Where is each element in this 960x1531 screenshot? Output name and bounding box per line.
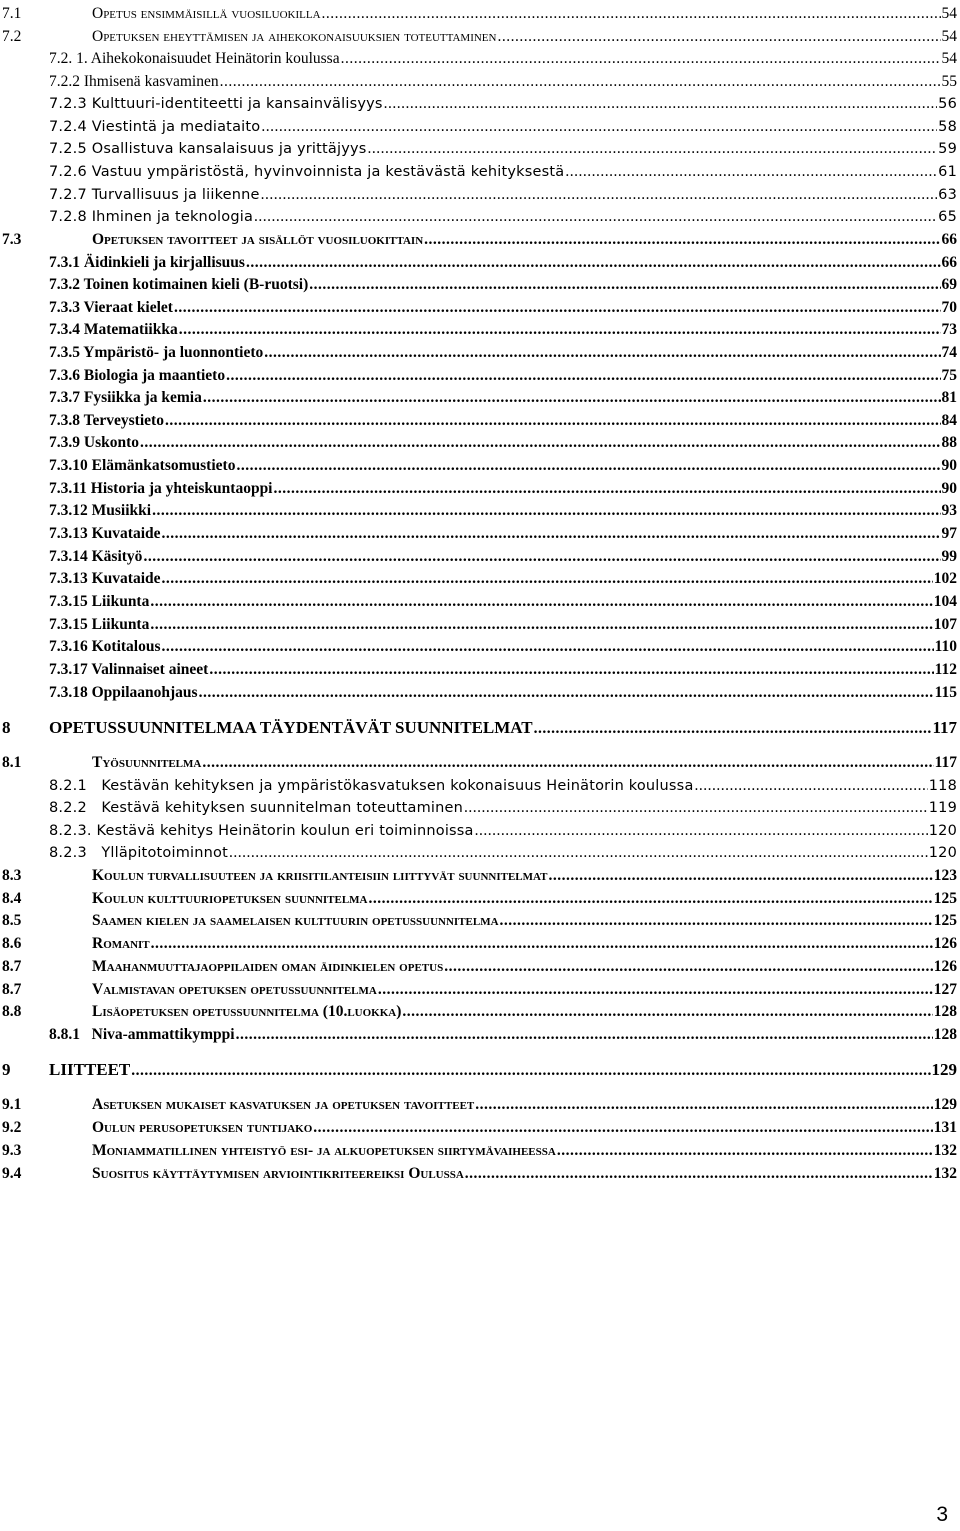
toc-entry[interactable] bbox=[0, 253, 960, 273]
toc-entry-page: 84 bbox=[941, 412, 957, 429]
toc-entry-page: 129 bbox=[931, 1060, 957, 1079]
toc-entry[interactable] bbox=[0, 72, 960, 92]
toc-entry-page: 112 bbox=[934, 661, 957, 678]
toc-entry-page: 65 bbox=[938, 209, 957, 225]
toc-entry-title: 7.3.10 Elämänkatsomustieto bbox=[49, 457, 236, 474]
toc-entry-number: 9.1 bbox=[2, 1096, 22, 1113]
toc-entry[interactable] bbox=[0, 139, 960, 159]
toc-entry-title: Romanit bbox=[92, 935, 150, 952]
toc-entry[interactable] bbox=[0, 27, 960, 47]
toc-entry-title: 7.3.15 Liikunta bbox=[49, 593, 150, 610]
toc-entry-title: Opetuksen eheyttämisen ja aihekokonaisuuksien toteuttaminen bbox=[92, 28, 497, 45]
toc-entry-title: Asetuksen mukaiset kasvatuksen ja opetuksen tavoitteet bbox=[92, 1096, 475, 1113]
toc-entry-page: 81 bbox=[941, 389, 957, 406]
toc-entry-title: 7.3.12 Musiikki bbox=[49, 502, 152, 519]
toc-entry[interactable] bbox=[0, 4, 960, 24]
toc-entry-page: 88 bbox=[941, 434, 957, 451]
toc-entry[interactable] bbox=[0, 1002, 960, 1022]
toc-entry-title: 7.3.1 Äidinkieli ja kirjallisuus bbox=[49, 254, 245, 271]
toc-entry-number: 9.4 bbox=[2, 1165, 22, 1182]
toc-entry[interactable] bbox=[0, 524, 960, 544]
toc-leader-dots bbox=[313, 1118, 932, 1138]
toc-entry[interactable] bbox=[0, 592, 960, 612]
toc-leader-dots bbox=[236, 1025, 933, 1045]
toc-entry[interactable] bbox=[0, 776, 960, 796]
toc-leader-dots bbox=[165, 411, 941, 431]
toc-leader-dots bbox=[203, 388, 941, 408]
toc-entry-title: 7.2.3 Kulttuuri-identiteetti ja kansainvälisyys bbox=[49, 96, 383, 112]
toc-entry-title: 8.2.3. Kestävä kehitys Heinätorin koulun eri toiminnoissa bbox=[49, 823, 474, 839]
toc-entry-title: Koulun turvallisuuteen ja kriisitilanteisiin liittyvät suunnitelmat bbox=[92, 867, 548, 884]
toc-leader-dots bbox=[209, 660, 933, 680]
toc-entry[interactable] bbox=[0, 843, 960, 863]
toc-entry-page: 69 bbox=[941, 276, 957, 293]
toc-entry-title: Työsuunnitelma bbox=[92, 754, 202, 771]
toc-entry-page: 120 bbox=[928, 845, 957, 861]
toc-leader-dots bbox=[150, 592, 932, 612]
toc-leader-dots bbox=[174, 298, 941, 318]
toc-entry-title: 7.2.8 Ihminen ja teknologia bbox=[49, 209, 254, 225]
toc-entry[interactable] bbox=[0, 433, 960, 453]
toc-entry-title: 7.3.9 Uskonto bbox=[49, 434, 140, 451]
toc-entry-title: Koulun kulttuuriopetuksen suunnitelma bbox=[92, 890, 368, 907]
toc-leader-dots bbox=[309, 275, 940, 295]
toc-entry-page: 61 bbox=[938, 164, 957, 180]
toc-entry-title: Moniammatillinen yhteistyö esi- ja alkuopetuksen siirtymävaiheessa bbox=[92, 1142, 556, 1159]
toc-entry-page: 102 bbox=[933, 570, 957, 587]
toc-entry[interactable] bbox=[0, 366, 960, 386]
toc-entry-page: 70 bbox=[941, 299, 957, 316]
toc-leader-dots bbox=[229, 843, 928, 863]
toc-entry-title: 8.2.2 Kestävä kehityksen suunnitelman toteuttaminen bbox=[49, 800, 464, 816]
toc-entry[interactable] bbox=[0, 753, 960, 773]
toc-entry-number: 8.3 bbox=[2, 867, 22, 884]
toc-entry-page: 107 bbox=[933, 616, 957, 633]
toc-leader-dots bbox=[402, 1002, 932, 1022]
toc-entry-page: 58 bbox=[938, 119, 957, 135]
toc-entry-title: 7.3.6 Biologia ja maantieto bbox=[49, 367, 226, 384]
toc-entry-page: 117 bbox=[932, 718, 957, 737]
toc-entry[interactable] bbox=[0, 718, 960, 738]
toc-entry[interactable] bbox=[0, 660, 960, 680]
toc-entry-title: 7.3.8 Terveystieto bbox=[49, 412, 164, 429]
toc-leader-dots bbox=[199, 683, 934, 703]
toc-entry[interactable] bbox=[0, 911, 960, 931]
toc-entry[interactable] bbox=[0, 1164, 960, 1184]
toc-entry-page: 118 bbox=[928, 778, 957, 794]
toc-entry-title: LIITTEET bbox=[49, 1060, 131, 1079]
toc-entry-page: 59 bbox=[938, 141, 957, 157]
toc-entry-page: 97 bbox=[941, 525, 957, 542]
toc-leader-dots bbox=[162, 524, 941, 544]
toc-entry-number: 8.6 bbox=[2, 935, 22, 952]
toc-entry-title: 7.3.7 Fysiikka ja kemia bbox=[49, 389, 202, 406]
toc-entry-number: 9.3 bbox=[2, 1142, 22, 1159]
toc-entry-page: 54 bbox=[941, 5, 957, 22]
toc-entry[interactable] bbox=[0, 411, 960, 431]
toc-entry-page: 90 bbox=[941, 457, 957, 474]
toc-entry-page: 126 bbox=[933, 958, 957, 975]
toc-entry-page: 75 bbox=[941, 367, 957, 384]
toc-entry[interactable] bbox=[0, 230, 960, 250]
toc-entry-title: Saamen kielen ja saamelaisen kulttuurin opetussuunnitelma bbox=[92, 912, 499, 929]
toc-entry[interactable] bbox=[0, 821, 960, 841]
toc-entry[interactable] bbox=[0, 501, 960, 521]
toc-leader-dots bbox=[140, 433, 940, 453]
toc-leader-dots bbox=[226, 366, 940, 386]
toc-entry[interactable] bbox=[0, 162, 960, 182]
toc-leader-dots bbox=[236, 456, 940, 476]
toc-leader-dots bbox=[220, 72, 941, 92]
toc-entry-number: 7.3 bbox=[2, 231, 22, 248]
toc-entry-title: 8.2.3 Ylläpitotoiminnot bbox=[49, 845, 228, 861]
toc-leader-dots bbox=[322, 4, 941, 24]
toc-entry[interactable] bbox=[0, 456, 960, 476]
toc-entry-page: 132 bbox=[933, 1142, 957, 1159]
toc-entry-number: 9.2 bbox=[2, 1119, 22, 1136]
toc-entry-title: 7.2.5 Osallistuva kansalaisuus ja yrittäjyys bbox=[49, 141, 367, 157]
toc-entry-title: 7.3.16 Kotitalous bbox=[49, 638, 161, 655]
toc-leader-dots bbox=[131, 1061, 930, 1081]
toc-leader-dots bbox=[143, 547, 940, 567]
toc-leader-dots bbox=[264, 343, 940, 363]
toc-entry-page: 74 bbox=[941, 344, 957, 361]
toc-leader-dots bbox=[464, 798, 928, 818]
toc-leader-dots bbox=[548, 866, 932, 886]
toc-entry-title: 7.3.13 Kuvataide bbox=[49, 570, 161, 587]
toc-entry-page: 115 bbox=[934, 684, 957, 701]
toc-entry-page: 120 bbox=[928, 823, 957, 839]
toc-entry-page: 66 bbox=[941, 231, 957, 248]
toc-entry[interactable] bbox=[0, 615, 960, 635]
toc-entry-page: 129 bbox=[933, 1096, 957, 1113]
toc-entry-number: 8.7 bbox=[2, 981, 22, 998]
toc-entry-page: 66 bbox=[941, 254, 957, 271]
toc-entry-page: 110 bbox=[934, 638, 957, 655]
toc-entry-title: 7.3.17 Valinnaiset aineet bbox=[49, 661, 209, 678]
toc-entry-page: 119 bbox=[928, 800, 957, 816]
toc-entry[interactable] bbox=[0, 94, 960, 114]
toc-entry-page: 123 bbox=[933, 867, 957, 884]
toc-entry[interactable] bbox=[0, 49, 960, 69]
toc-entry-title: Oulun perusopetuksen tuntijako bbox=[92, 1119, 313, 1136]
toc-entry-title: Valmistavan opetuksen opetussuunnitelma bbox=[92, 981, 377, 998]
toc-entry-page: 125 bbox=[933, 890, 957, 907]
toc-entry-number: 8 bbox=[2, 718, 11, 737]
toc-entry-page: 54 bbox=[941, 28, 957, 45]
toc-entry[interactable] bbox=[0, 320, 960, 340]
toc-leader-dots bbox=[246, 253, 941, 273]
toc-leader-dots bbox=[384, 94, 937, 114]
toc-entry[interactable] bbox=[0, 343, 960, 363]
toc-leader-dots bbox=[254, 207, 937, 227]
toc-entry-page: 126 bbox=[933, 935, 957, 952]
toc-leader-dots bbox=[151, 934, 933, 954]
toc-leader-dots bbox=[557, 1141, 933, 1161]
toc-entry-title: 8.8.1 Niva-ammattikymppi bbox=[49, 1026, 235, 1043]
toc-entry-page: 127 bbox=[933, 981, 957, 998]
toc-entry-title: 7.3.13 Kuvataide bbox=[49, 525, 161, 542]
toc-entry-number: 9 bbox=[2, 1060, 11, 1079]
toc-entry-page: 128 bbox=[933, 1026, 957, 1043]
toc-entry-title: 7.3.14 Käsityö bbox=[49, 548, 143, 565]
toc-leader-dots bbox=[369, 889, 933, 909]
toc-entry[interactable] bbox=[0, 934, 960, 954]
toc-entry[interactable] bbox=[0, 866, 960, 886]
toc-leader-dots bbox=[274, 479, 941, 499]
toc-entry-title: 7.2.6 Vastuu ympäristöstä, hyvinvoinnista ja kestävästä kehityksestä bbox=[49, 164, 565, 180]
toc-entry[interactable] bbox=[0, 547, 960, 567]
toc-entry[interactable] bbox=[0, 889, 960, 909]
toc-entry-number: 7.1 bbox=[2, 5, 22, 22]
toc-leader-dots bbox=[444, 957, 933, 977]
toc-entry-title: 7.2.4 Viestintä ja mediataito bbox=[49, 119, 261, 135]
toc-entry-title: 7.3.18 Oppilaanohjaus bbox=[49, 684, 198, 701]
toc-entry[interactable] bbox=[0, 275, 960, 295]
toc-leader-dots bbox=[162, 569, 933, 589]
toc-entry-number: 8.8 bbox=[2, 1003, 22, 1020]
toc-entry-title: 7.3.5 Ympäristö- ja luonnontieto bbox=[49, 344, 264, 361]
toc-entry-page: 63 bbox=[938, 187, 957, 203]
toc-entry[interactable] bbox=[0, 798, 960, 818]
toc-entry[interactable] bbox=[0, 980, 960, 1000]
toc-entry-title: 8.2.1 Kestävän kehityksen ja ympäristökasvatuksen kokonaisuus Heinätorin koulussa bbox=[49, 778, 694, 794]
toc-entry[interactable] bbox=[0, 637, 960, 657]
toc-leader-dots bbox=[261, 117, 937, 137]
toc-entry-number: 8.7 bbox=[2, 958, 22, 975]
toc-entry-title: Lisäopetuksen opetussuunnitelma (10.luokka) bbox=[92, 1003, 402, 1020]
toc-entry-page: 132 bbox=[933, 1165, 957, 1182]
toc-entry-number: 7.2 bbox=[2, 28, 22, 45]
toc-entry[interactable] bbox=[0, 298, 960, 318]
toc-leader-dots bbox=[162, 637, 934, 657]
toc-entry-title: OPETUSSUUNNITELMAA TÄYDENTÄVÄT SUUNNITELMAT bbox=[49, 718, 533, 737]
toc-entry-page: 125 bbox=[933, 912, 957, 929]
toc-entry[interactable] bbox=[0, 207, 960, 227]
toc-entry-number: 8.5 bbox=[2, 912, 22, 929]
toc-entry-page: 99 bbox=[941, 548, 957, 565]
toc-leader-dots bbox=[497, 27, 940, 47]
toc-leader-dots bbox=[534, 719, 932, 739]
toc-entry-number: 8.4 bbox=[2, 890, 22, 907]
toc-entry-title: 7.3.2 Toinen kotimainen kieli (B-ruotsi) bbox=[49, 276, 309, 293]
toc-leader-dots bbox=[179, 320, 941, 340]
toc-entry[interactable] bbox=[0, 185, 960, 205]
toc-entry-title: 7.2. 1. Aihekokonaisuudet Heinätorin koulussa bbox=[49, 50, 340, 67]
toc-entry-page: 93 bbox=[941, 502, 957, 519]
toc-entry[interactable] bbox=[0, 1141, 960, 1161]
toc-entry-number: 8.1 bbox=[2, 754, 22, 771]
toc-entry-title: 7.3.15 Liikunta bbox=[49, 616, 150, 633]
toc-entry[interactable] bbox=[0, 388, 960, 408]
toc-entry-page: 90 bbox=[941, 480, 957, 497]
toc-leader-dots bbox=[424, 230, 940, 250]
toc-entry-page: 131 bbox=[933, 1119, 957, 1136]
toc-entry-title: 7.3.3 Vieraat kielet bbox=[49, 299, 173, 316]
toc-entry-title: 7.3.4 Matematiikka bbox=[49, 321, 178, 338]
toc-leader-dots bbox=[475, 821, 928, 841]
toc-leader-dots bbox=[465, 1164, 933, 1184]
toc-leader-dots bbox=[475, 1095, 933, 1115]
toc-leader-dots bbox=[152, 501, 940, 521]
toc-entry-page: 117 bbox=[934, 754, 957, 771]
toc-entry[interactable] bbox=[0, 957, 960, 977]
toc-entry-page: 104 bbox=[933, 593, 957, 610]
toc-leader-dots bbox=[378, 980, 933, 1000]
toc-leader-dots bbox=[368, 139, 938, 159]
toc-entry-page: 73 bbox=[941, 321, 957, 338]
toc-entry-title: 7.3.11 Historia ja yhteiskuntaoppi bbox=[49, 480, 273, 497]
toc-entry[interactable] bbox=[0, 1025, 960, 1045]
page-number: 3 bbox=[936, 1503, 948, 1526]
toc-leader-dots bbox=[261, 185, 937, 205]
toc-entry-page: 56 bbox=[938, 96, 957, 112]
toc-leader-dots bbox=[500, 911, 933, 931]
toc-entry-title: Opetus ensimmäisillä vuosiluokilla bbox=[92, 5, 321, 22]
toc-leader-dots bbox=[150, 615, 932, 635]
toc-leader-dots bbox=[202, 753, 933, 773]
toc-entry-title: Opetuksen tavoitteet ja sisällöt vuosiluokittain bbox=[92, 231, 424, 248]
toc-entry-page: 128 bbox=[933, 1003, 957, 1020]
toc-entry[interactable] bbox=[0, 1095, 960, 1115]
toc-entry[interactable] bbox=[0, 1118, 960, 1138]
toc-entry[interactable] bbox=[0, 117, 960, 137]
toc-leader-dots bbox=[695, 776, 928, 796]
toc-entry-title: 7.2.7 Turvallisuus ja liikenne bbox=[49, 187, 260, 203]
toc-leader-dots bbox=[341, 49, 941, 69]
toc-entry[interactable] bbox=[0, 569, 960, 589]
toc-entry[interactable] bbox=[0, 479, 960, 499]
toc-entry-page: 55 bbox=[941, 73, 957, 90]
toc-entry[interactable] bbox=[0, 1060, 960, 1080]
toc-entry-title: 7.2.2 Ihmisenä kasvaminen bbox=[49, 73, 219, 90]
toc-entry-title: Suositus käyttäytymisen arviointikriteereiksi Oulussa bbox=[92, 1165, 464, 1182]
toc-leader-dots bbox=[565, 162, 937, 182]
toc-entry[interactable] bbox=[0, 683, 960, 703]
toc-entry-page: 54 bbox=[941, 50, 957, 67]
toc-entry-title: Maahanmuuttajaoppilaiden oman äidinkielen opetus bbox=[92, 958, 444, 975]
